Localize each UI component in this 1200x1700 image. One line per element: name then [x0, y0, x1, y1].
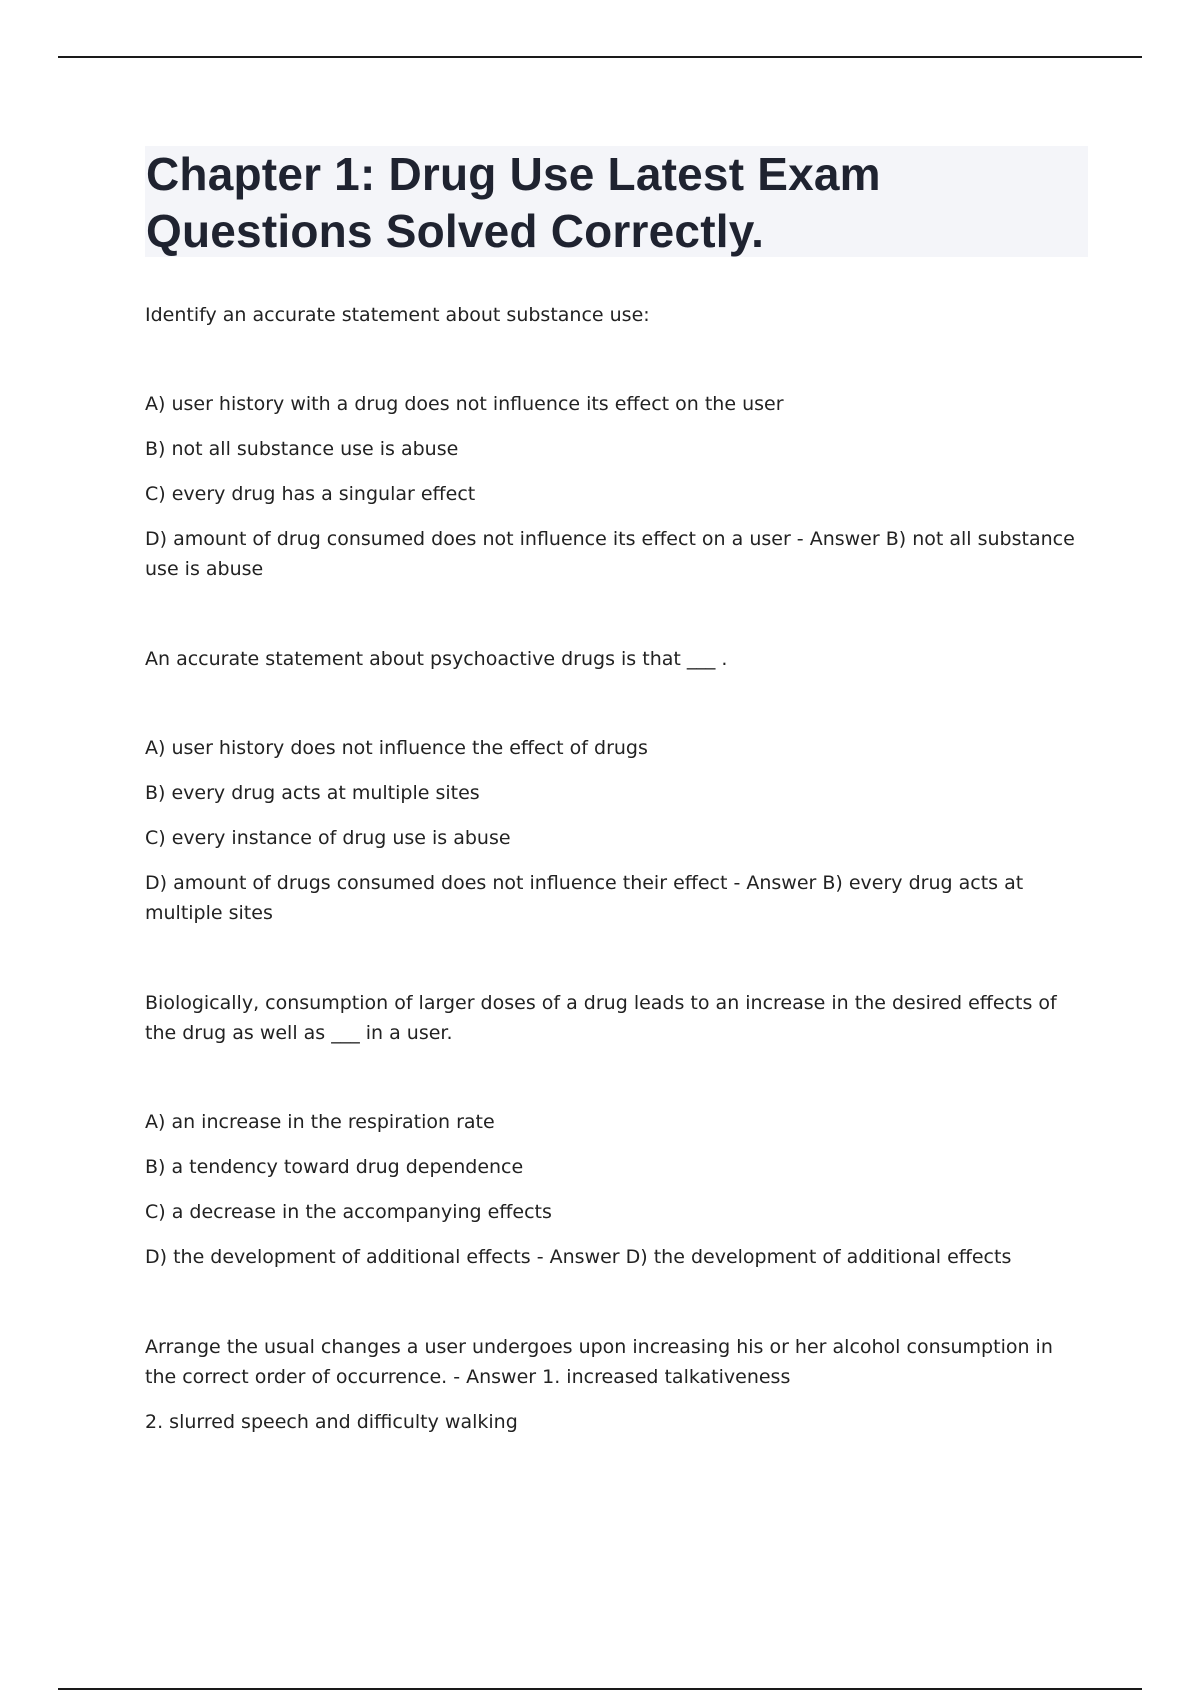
title-block	[145, 146, 1088, 257]
question-block	[145, 300, 1090, 584]
answer-option: C) every instance of drug use is abuse	[145, 827, 511, 849]
answer-option-with-answer: D) amount of drug consumed does not influence its effect on a user - Answer B) not all substance use is abuse	[145, 528, 1075, 580]
question-block	[145, 1332, 1090, 1437]
answer-option: B) a tendency toward drug dependence	[145, 1156, 524, 1178]
question-block	[145, 644, 1090, 928]
answer-option-with-answer: D) amount of drugs consumed does not influence their effect - Answer B) every drug acts at multiple sites	[145, 872, 1024, 924]
question-stem-with-answer: Arrange the usual changes a user undergoes upon increasing his or her alcohol consumption in the correct order of occurrence. - Answer 1. increased talkativeness	[145, 1336, 1053, 1388]
answer-option: B) not all substance use is abuse	[145, 438, 459, 460]
answer-option: A) an increase in the respiration rate	[145, 1111, 495, 1133]
answer-option: C) every drug has a singular effect	[145, 483, 476, 505]
question-block	[145, 988, 1090, 1272]
question-stem: Identify an accurate statement about substance use:	[145, 304, 650, 326]
answer-option: B) every drug acts at multiple sites	[145, 782, 480, 804]
question-stem: An accurate statement about psychoactive drugs is that ___ .	[145, 648, 728, 670]
bottom-rule	[58, 1688, 1142, 1690]
answer-option: A) user history does not influence the effect of drugs	[145, 737, 648, 759]
answer-option-with-answer: D) the development of additional effects - Answer D) the development of additional effects	[145, 1246, 1012, 1268]
document-title: Chapter 1: Drug Use Latest Exam Questions Solved Correctly.	[146, 148, 881, 257]
question-stem: Biologically, consumption of larger doses of a drug leads to an increase in the desired effects of the drug as well as ___ in a user.	[145, 992, 1057, 1044]
answer-option: C) a decrease in the accompanying effects	[145, 1201, 552, 1223]
top-rule	[58, 56, 1142, 58]
answer-continuation: 2. slurred speech and difficulty walking	[145, 1411, 518, 1433]
document-body	[145, 300, 1090, 1452]
answer-option: A) user history with a drug does not influence its effect on the user	[145, 393, 784, 415]
